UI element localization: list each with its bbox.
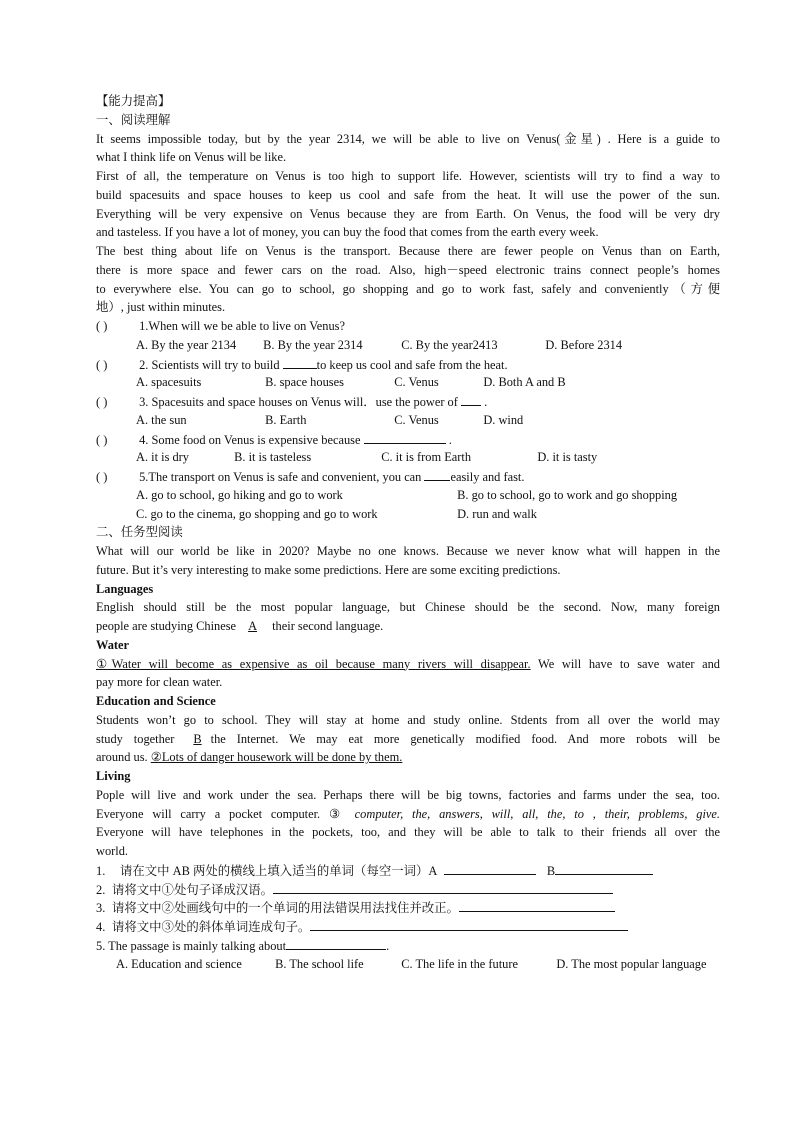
blank-label-b: B	[546, 863, 556, 878]
task-5-options	[96, 955, 720, 974]
option-c[interactable]: C. it is from Earth	[381, 450, 472, 465]
passage2-line	[96, 655, 720, 674]
question-5-options	[96, 486, 720, 505]
option-c[interactable]: C. By the year2413	[401, 337, 498, 352]
question-3-options	[96, 411, 720, 430]
question-stem-end: to keep us cool and safe from the heat.	[316, 357, 508, 372]
question-stem: 2. Scientists will try to build	[139, 357, 283, 372]
answer-blank[interactable]	[283, 355, 317, 369]
option-a[interactable]: A. By the year 2134	[136, 337, 237, 352]
subheading-education: Education and Science	[96, 694, 216, 708]
passage1-line: 地）, just within minutes.	[96, 300, 226, 315]
task-1	[96, 861, 720, 880]
answer-blank-a[interactable]	[444, 861, 536, 875]
option-b[interactable]: B. By the year 2314	[263, 337, 363, 352]
question-stem-end: easily and fast.	[450, 470, 525, 484]
answer-line[interactable]	[459, 898, 615, 912]
answer-paren[interactable]: ( )	[96, 470, 108, 484]
passage2-line	[96, 730, 720, 749]
option-d[interactable]: D. run and walk	[457, 506, 537, 521]
question-stem: 5.The transport on Venus is safe and convenient, you can	[139, 470, 425, 484]
task-number: 3.	[96, 901, 106, 916]
passage2-line: English should still be the most popular language, but Chinese should be the second. Now, many foreign	[96, 600, 720, 615]
blank-b[interactable]: B	[193, 731, 202, 746]
passage1-line: to everywhere else. You can go to school, go shopping and go to work fast, safely and conveniently（方便	[96, 281, 720, 296]
question-stem-end: .	[480, 395, 488, 409]
punct: .	[386, 938, 390, 953]
option-d[interactable]: D. Before 2314	[545, 337, 623, 352]
task-4	[96, 917, 720, 936]
subheading-water: Water	[96, 637, 130, 652]
option-d[interactable]: D. it is tasty	[537, 450, 598, 465]
option-b[interactable]: B. space houses	[265, 375, 344, 390]
italic-words-3: computer, the, answers, will, all, the, to , their, problems, give.	[354, 806, 720, 821]
subheading-languages: Languages	[96, 581, 154, 596]
passage1-line: The best thing about life on Venus is the transport. Because there are fewer people on Venus than on Earth,	[96, 244, 720, 258]
option-b[interactable]: B. The school life	[275, 956, 364, 971]
answer-blank-b[interactable]	[555, 861, 653, 875]
question-4-options	[96, 448, 720, 467]
task-text: 请在文中 AB 两处的横线上填入适当的单词（每空一词）A	[120, 863, 437, 878]
text-span: around us.	[96, 750, 151, 765]
text-span: We will have to save water and	[530, 656, 721, 671]
option-c[interactable]: C. The life in the future	[401, 956, 518, 971]
passage2-line: Everyone will have telephones in the pockets, too, and they will be able to talk to their friends all over the	[96, 825, 720, 840]
task-2	[96, 880, 720, 899]
text-span: study together	[96, 731, 186, 746]
passage2-line: world.	[96, 844, 129, 858]
question-stem: 1.When will we be able to live on Venus?	[139, 319, 345, 333]
option-b[interactable]: B. go to school, go to work and go shopping	[457, 487, 678, 502]
task-text: 请将文中①处句子译成汉语。	[112, 882, 274, 897]
section1-title: 一、阅读理解	[96, 112, 171, 127]
answer-blank[interactable]	[364, 430, 446, 444]
section-header: 【能力提高】	[96, 94, 171, 108]
answer-line[interactable]	[310, 917, 628, 931]
option-a[interactable]: A. the sun	[136, 412, 187, 427]
option-a[interactable]: A. it is dry	[136, 450, 190, 465]
option-a[interactable]: A. go to school, go hiking and go to work	[136, 487, 343, 502]
task-text: 请将文中②处画线句中的一个单词的用法错误用法找住并改正。	[112, 901, 459, 916]
question-stem-end: .	[445, 432, 452, 447]
question-4	[96, 430, 720, 449]
task-text: 请将文中③处的斜体单词连成句子。	[112, 920, 311, 934]
passage2-line: future. But it’s very interesting to make some predictions. Here are some exciting predictions.	[96, 562, 561, 577]
question-2	[96, 355, 720, 374]
task-number: 4.	[96, 920, 106, 934]
passage2-line	[96, 617, 720, 636]
question-1	[96, 317, 720, 336]
passage1-line: It seems impossible today, but by the year 2314, we will be able to live on Venus(金星) . Here is a guide to	[96, 131, 720, 146]
answer-paren[interactable]: ( )	[96, 432, 108, 447]
passage2-line	[96, 805, 720, 824]
task-number: 1.	[96, 863, 106, 878]
answer-paren[interactable]: ( )	[96, 319, 108, 333]
text-span: their second language.	[269, 619, 384, 633]
answer-paren[interactable]: ( )	[96, 357, 108, 372]
option-d[interactable]: D. Both A and B	[483, 375, 566, 390]
task-number: 2.	[96, 882, 106, 897]
passage2-line: Students won’t go to school. They will stay at home and study online. Stdents from all over the world may	[96, 712, 720, 727]
passage2-line: Pople will live and work under the sea. Perhaps there will be big towns, factories and farms under the sea, too.	[96, 787, 720, 802]
answer-blank[interactable]	[461, 392, 481, 406]
question-3	[96, 392, 720, 411]
passage2-line: What will our world be like in 2020? Maybe no one knows. Because we never know what will happen in the	[96, 544, 720, 558]
option-b[interactable]: B. Earth	[265, 412, 307, 427]
blank-a[interactable]: A	[248, 619, 258, 633]
answer-line[interactable]	[273, 880, 613, 894]
passage1-line: what I think life on Venus will be like.	[96, 150, 287, 165]
passage1-line: there is more space and fewer cars on the road. Also, high－speed electronic trains connect people’s homes	[96, 262, 720, 277]
passage1-line: build spacesuits and space houses to keep us cool and safe from the heat. It will use the power of the sun.	[96, 187, 720, 202]
passage1-line: First of all, the temperature on Venus is too high to support life. However, scientists will try to find a way to	[96, 169, 720, 183]
option-b[interactable]: B. it is tasteless	[234, 450, 312, 465]
answer-blank[interactable]	[424, 467, 450, 481]
text-span: the Internet. We may eat more genetically modified food. And more robots will be	[210, 731, 720, 746]
option-a[interactable]: A. Education and science	[116, 956, 242, 971]
task-3	[96, 898, 720, 917]
option-c[interactable]: C. go to the cinema, go shopping and go to work	[136, 506, 378, 521]
passage2-line	[96, 748, 720, 767]
section2-title: 二、任务型阅读	[96, 525, 183, 540]
subheading-living: Living	[96, 769, 131, 783]
underlined-sentence-1: ①Water will become as expensive as oil because many rivers will disappear.	[96, 656, 531, 671]
passage1-line: and tasteless. If you have a lot of money, you can buy the food that comes from the earth every week.	[96, 225, 599, 240]
option-c[interactable]: C. Venus	[394, 412, 439, 427]
task-text: 5. The passage is mainly talking about	[96, 938, 287, 953]
text-span: Everyone will carry a pocket computer. ③	[96, 806, 355, 821]
option-d[interactable]: D. The most popular language	[556, 956, 707, 971]
option-d[interactable]: D. wind	[483, 412, 524, 427]
answer-paren[interactable]: ( )	[96, 395, 108, 409]
question-5	[96, 467, 720, 486]
question-5-options	[96, 505, 720, 524]
answer-blank[interactable]	[286, 936, 386, 950]
option-a[interactable]: A. spacesuits	[136, 375, 202, 390]
question-stem: 4. Some food on Venus is expensive because	[139, 432, 364, 447]
passage1-line: Everything will be very expensive on Venus because they are from Earth. On Venus, the food will be very dry	[96, 206, 720, 221]
task-5	[96, 936, 720, 955]
underlined-sentence-2: ②Lots of danger housework will be done by them.	[150, 750, 403, 765]
question-2-options	[96, 373, 720, 392]
question-stem: 3. Spacesuits and space houses on Venus will．use the power of	[139, 395, 461, 409]
option-c[interactable]: C. Venus	[394, 375, 439, 390]
text-span: people are studying Chinese	[96, 619, 237, 633]
worksheet-page	[96, 92, 720, 973]
passage2-line: pay more for clean water.	[96, 675, 223, 690]
question-1-options	[96, 336, 720, 355]
